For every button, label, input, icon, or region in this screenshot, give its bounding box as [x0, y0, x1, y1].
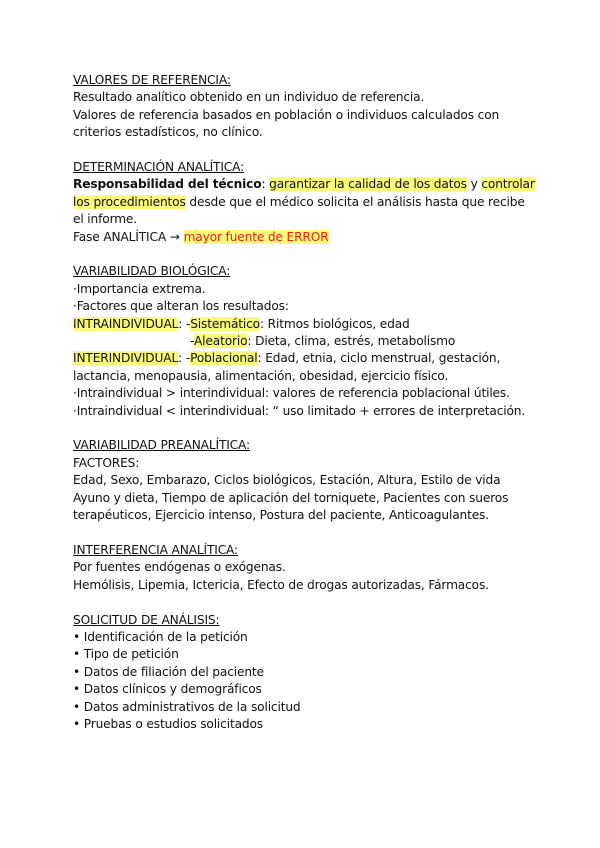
interferencia-line: Por fuentes endógenas o exógenas.: [73, 560, 286, 575]
highlight-procedimientos: los procedimientos: [73, 194, 186, 209]
highlight-error: mayor fuente de ERROR: [183, 229, 329, 244]
spacer: [73, 594, 573, 611]
factores-line: terapéuticos, Ejercicio intenso, Postura del paciente, Anticoagulantes.: [73, 508, 489, 523]
list-item: • Pruebas o estudios solicitados: [73, 716, 263, 731]
intraindividual-line: [73, 316, 573, 333]
highlight-intraindividual: INTRAINDIVIDUAL: [73, 316, 179, 331]
sistematico-text: : Ritmos biológicos, edad: [259, 316, 410, 331]
document-content: [73, 72, 573, 733]
highlight-poblacional: Poblacional: [190, 351, 258, 366]
responsabilidad-line: el informe.: [73, 212, 138, 227]
spacer: [73, 246, 573, 263]
valores-line: Resultado analítico obtenido en un individuo de referencia.: [73, 90, 425, 105]
responsabilidad-line: [73, 176, 573, 193]
colon-text: :: [261, 177, 270, 192]
section-title-determinacion: DETERMINACIÓN ANALÍTICA:: [73, 160, 245, 175]
highlight-sistematico: Sistemático: [190, 316, 260, 331]
section-title-variabilidad-biologica: VARIABILIDAD BIOLÓGICA:: [73, 264, 231, 279]
interferencia-line: Hemólisis, Lipemia, Ictericia, Efecto de drogas autorizadas, Fármacos.: [73, 577, 489, 592]
bio-item: ·Importancia extrema.: [73, 281, 206, 296]
list-item: • Datos administrativos de la solicitud: [73, 699, 301, 714]
factores-line: Edad, Sexo, Embarazo, Ciclos biológicos, Estación, Altura, Estilo de vida: [73, 473, 501, 488]
valores-line: Valores de referencia basados en población o individuos calculados con: [73, 107, 500, 122]
poblacional-text: : Edad, etnia, ciclo menstrual, gestación,: [257, 351, 501, 366]
responsabilidad-label: Responsabilidad del técnico: [73, 177, 262, 192]
aleatorio-text: : Dieta, clima, estrés, metabolismo: [247, 334, 456, 349]
list-item: • Identificación de la petición: [73, 629, 248, 644]
highlight-calidad: garantizar la calidad de los datos: [269, 177, 467, 192]
spacer: [73, 525, 573, 542]
highlight-interindividual: INTERINDIVIDUAL: [73, 351, 179, 366]
comparison-line: ·Intraindividual < interindividual: “ uso limitado + errores de interpretación.: [73, 403, 526, 418]
factores-label: FACTORES:: [73, 455, 140, 470]
responsabilidad-rest: desde que el médico solicita el análisis hasta que recibe: [185, 194, 525, 209]
highlight-aleatorio: Aleatorio: [193, 334, 248, 349]
conjunction-text: y: [466, 177, 482, 192]
list-item: • Tipo de petición: [73, 647, 179, 662]
factores-line: Ayuno y dieta, Tiempo de aplicación del torniquete, Pacientes con sueros: [73, 490, 509, 505]
fase-prefix: Fase ANALÍTICA →: [73, 229, 184, 244]
section-title-variabilidad-preanalitica: VARIABILIDAD PREANALÍTICA:: [73, 438, 250, 453]
separator-text: : -: [178, 351, 191, 366]
aleatorio-line: [73, 333, 573, 350]
list-item: • Datos de filiación del paciente: [73, 664, 264, 679]
separator-text: : -: [178, 316, 191, 331]
spacer: [73, 420, 573, 437]
comparison-line: ·Intraindividual > interindividual: valores de referencia poblacional útiles.: [73, 386, 510, 401]
spacer: [73, 142, 573, 159]
interindividual-cont: lactancia, menopausia, alimentación, obesidad, ejercicio físico.: [73, 368, 449, 383]
section-title-valores: VALORES DE REFERENCIA:: [73, 73, 231, 87]
section-title-interferencia: INTERFERENCIA ANALÍTICA:: [73, 542, 238, 557]
valores-line: criterios estadísticos, no clínico.: [73, 125, 263, 140]
fase-line: [73, 229, 573, 246]
responsabilidad-line: [73, 194, 573, 211]
interindividual-line: [73, 350, 573, 367]
highlight-controlar: controlar: [481, 177, 535, 192]
list-item: • Datos clínicos y demográficos: [73, 682, 262, 697]
bio-item: ·Factores que alteran los resultados:: [73, 299, 289, 314]
dash-text: -: [190, 334, 194, 349]
section-title-solicitud: SOLICITUD DE ANÁLISIS:: [73, 612, 220, 627]
